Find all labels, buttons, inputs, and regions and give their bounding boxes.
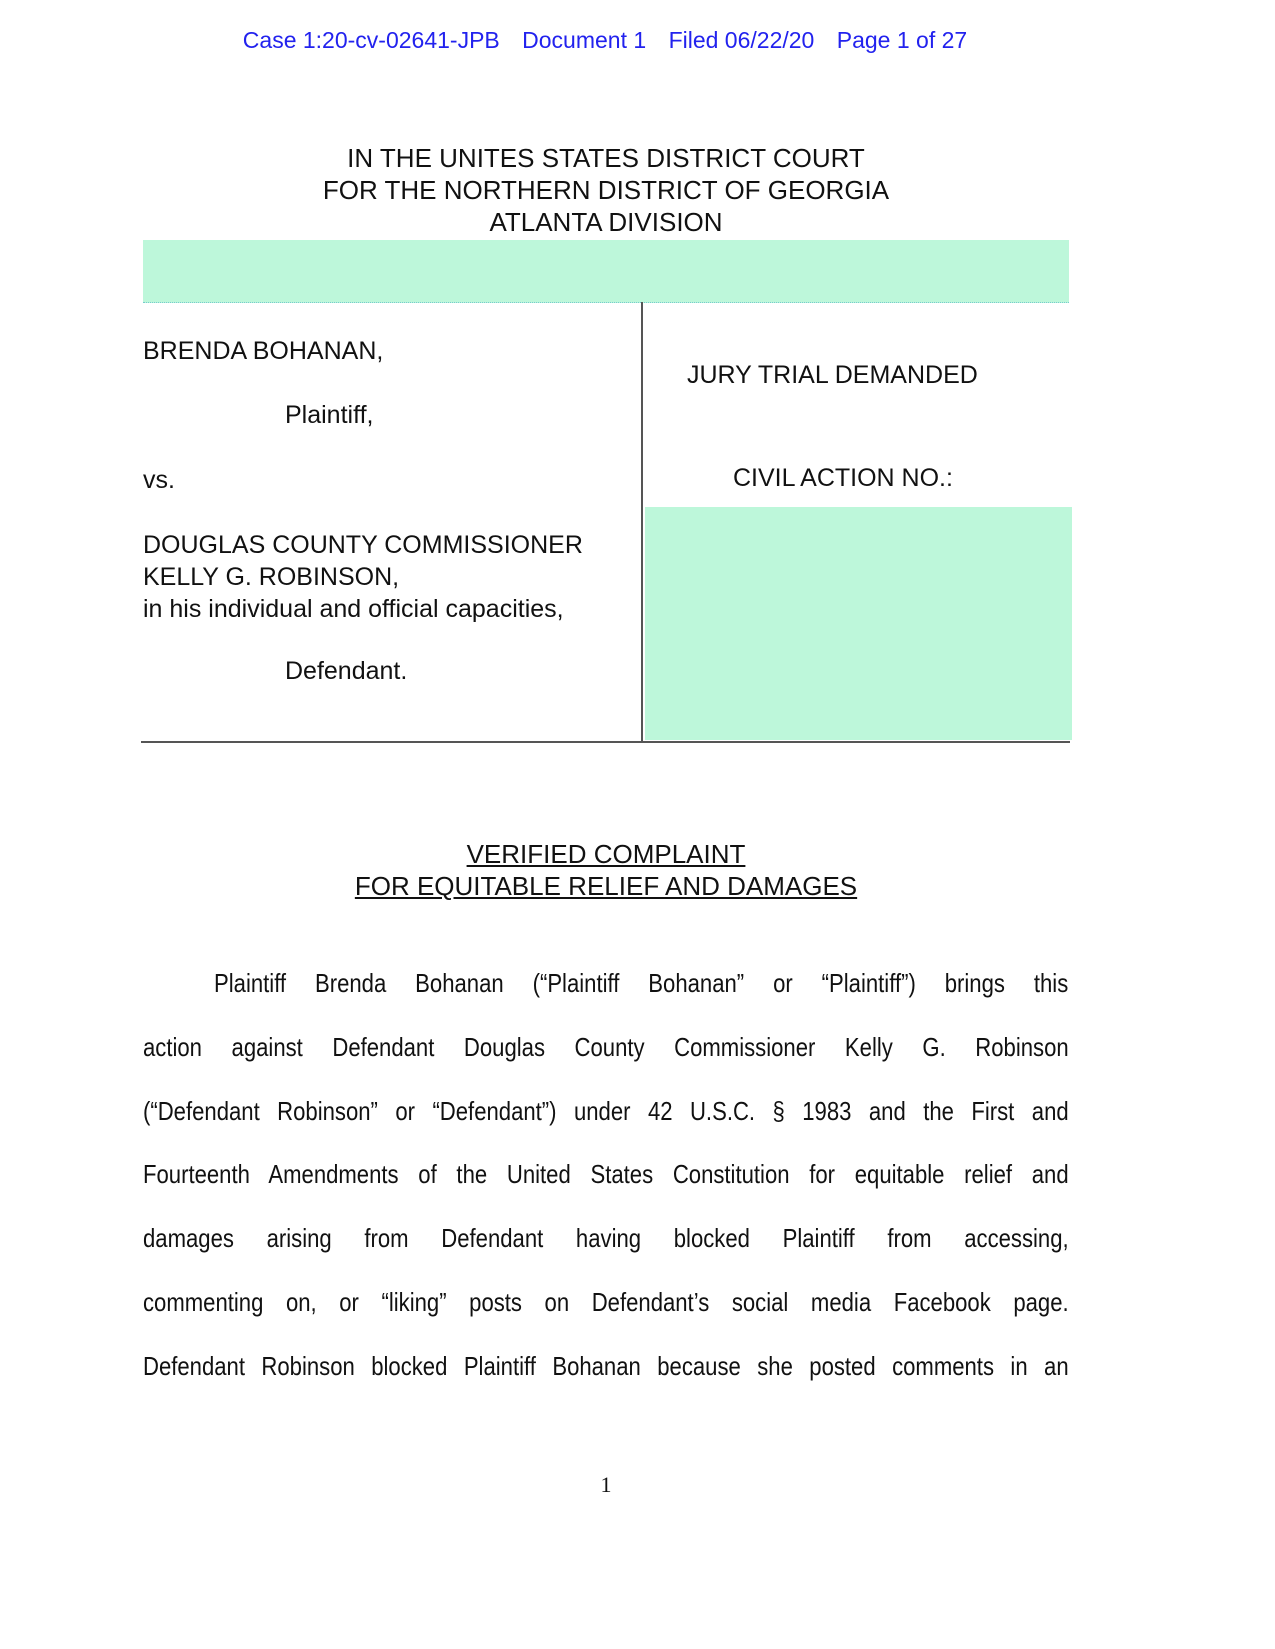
page-number: 1 bbox=[600, 1472, 612, 1497]
court-heading bbox=[0, 142, 1212, 238]
body-line: commenting on, or “liking” posts on Defendant’s social media Facebook page. bbox=[143, 1287, 1069, 1317]
title-line: FOR EQUITABLE RELIEF AND DAMAGES bbox=[354, 871, 858, 901]
redaction-block bbox=[645, 507, 1072, 740]
defendant-name bbox=[143, 529, 583, 625]
body-line: Plaintiff Brenda Bohanan (“Plaintiff Bohanan” or “Plaintiff”) brings this bbox=[214, 968, 1069, 998]
civil-action-label: CIVIL ACTION NO.: bbox=[733, 464, 953, 492]
caption-divider bbox=[641, 302, 643, 742]
defendant-label: Defendant. bbox=[285, 657, 408, 685]
court-line: IN THE UNITES STATES DISTRICT COURT bbox=[347, 143, 865, 173]
body-line: Defendant Robinson blocked Plaintiff Bohanan because she posted comments in an bbox=[143, 1351, 1069, 1381]
redaction-block bbox=[143, 240, 1069, 303]
body-line: Fourteenth Amendments of the United States Constitution for equitable relief and bbox=[143, 1159, 1069, 1189]
court-line: ATLANTA DIVISION bbox=[489, 207, 723, 237]
case-number: Case 1:20-cv-02641-JPB bbox=[242, 27, 500, 53]
plaintiff-name: BRENDA BOHANAN, bbox=[143, 337, 384, 365]
defendant-line: in his individual and official capacities, bbox=[143, 595, 564, 623]
defendant-line: DOUGLAS COUNTY COMMISSIONER bbox=[143, 531, 583, 559]
court-line: FOR THE NORTHERN DISTRICT OF GEORGIA bbox=[322, 175, 890, 205]
document-number: Document 1 bbox=[522, 27, 647, 53]
jury-demand: JURY TRIAL DEMANDED bbox=[687, 361, 978, 389]
filed-date: Filed 06/22/20 bbox=[668, 27, 815, 53]
complaint-title bbox=[0, 838, 1212, 902]
plaintiff-label: Plaintiff, bbox=[285, 401, 374, 429]
defendant-line: KELLY G. ROBINSON, bbox=[143, 563, 400, 591]
body-line: action against Defendant Douglas County Commissioner Kelly G. Robinson bbox=[143, 1032, 1069, 1062]
versus: vs. bbox=[143, 466, 175, 494]
title-line: VERIFIED COMPLAINT bbox=[466, 839, 746, 869]
page-count: Page 1 of 27 bbox=[836, 27, 968, 53]
caption-bottom-rule bbox=[141, 741, 1070, 743]
body-line: damages arising from Defendant having blocked Plaintiff from accessing, bbox=[143, 1223, 1069, 1253]
ecf-header bbox=[0, 27, 1210, 54]
body-line: (“Defendant Robinson” or “Defendant”) under 42 U.S.C. § 1983 and the First and bbox=[143, 1096, 1069, 1126]
